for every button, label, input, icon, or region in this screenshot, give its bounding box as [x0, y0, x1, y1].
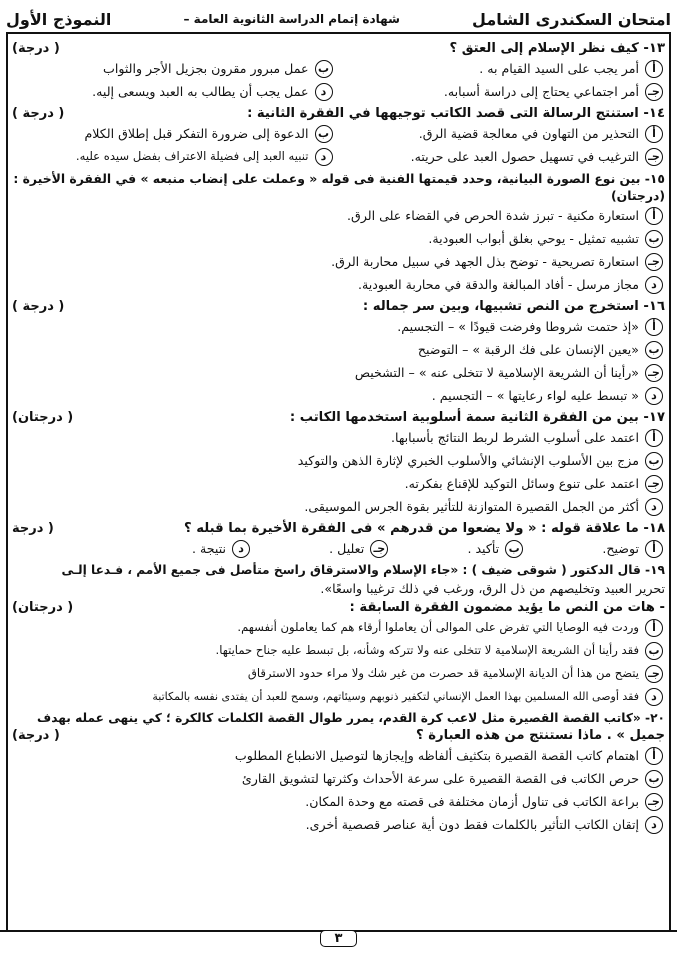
option-text: «رأينا أن الشريعة الإسلامية لا تتخلى عنه » – التشخيص [354, 365, 639, 380]
option-letter-c: جـ [645, 83, 663, 101]
question-13-marks: ( درجة) [12, 41, 60, 56]
option-letter-a: أ [645, 540, 663, 558]
option-letter-c: جـ [645, 475, 663, 493]
option-text: براعة الكاتب فى تناول أزمان مختلفة فى قصته مع وحدة المكان. [305, 794, 639, 809]
option-a[interactable] [12, 315, 663, 338]
question-20-continuation: جميل » . ماذا نستنتج من هذه العبارة ؟ [415, 728, 665, 743]
option-c[interactable] [12, 472, 663, 495]
option-letter-c: جـ [645, 253, 663, 271]
question-16-text: ١٦- استخرج من النص تشبيها، وبين سر جماله : [362, 299, 665, 314]
question-16-marks: ( درجة ) [12, 299, 65, 314]
question-17-text: ١٧- بين من الفقرة الثانية سمة أسلوبية استخدمها الكاتب : [289, 410, 665, 425]
question-14-marks: ( درجة ) [12, 106, 65, 121]
option-text: اعتمد على أسلوب الشرط لربط النتائج بأسبابها. [391, 430, 639, 445]
option-a[interactable] [12, 616, 663, 639]
option-text: تشبيه تمثيل - يوحي بغلق أبواب العبودية. [428, 231, 639, 246]
option-text: أمر يجب على السيد القيام به . [479, 61, 639, 76]
option-letter-c: جـ [645, 793, 663, 811]
option-letter-c: جـ [645, 148, 663, 166]
option-b[interactable] [12, 449, 663, 472]
option-letter-c: جـ [645, 364, 663, 382]
option-letter-d: د [645, 387, 663, 405]
question-20 [12, 710, 665, 836]
option-text: تعليل . [329, 541, 365, 556]
option-b[interactable] [12, 338, 663, 361]
option-text: فقد رأينا أن الشريعة الإسلامية لا تتخلى عنه ولا تتركه وشأنه، بل تبسط عليه جناح حمايتها. [215, 643, 639, 657]
option-letter-b: ب [645, 230, 663, 248]
option-text: عمل مبرور مقرون بجزيل الأجر والثواب [102, 61, 309, 76]
question-18-marks: ( درجة [12, 521, 54, 536]
option-a[interactable] [12, 204, 663, 227]
option-letter-b: ب [505, 540, 523, 558]
option-text: الترغيب في تسهيل حصول العبد على حريته. [410, 149, 639, 164]
option-letter-c: جـ [370, 540, 388, 558]
question-13 [12, 40, 665, 103]
option-c[interactable] [12, 361, 663, 384]
option-d[interactable] [12, 495, 663, 518]
option-letter-a: أ [645, 318, 663, 336]
question-19-continuation: تحرير العبيد وتخليصهم من ذل الرق، ورغب في ذلك ترغيبا واسعًا». [320, 581, 665, 596]
question-15 [12, 170, 665, 296]
option-letter-a: أ [645, 207, 663, 225]
option-a[interactable] [12, 744, 663, 767]
option-d[interactable] [12, 384, 663, 407]
option-c[interactable] [343, 145, 664, 168]
option-letter-b: ب [645, 452, 663, 470]
option-text: تنبيه العبد إلى فضيلة الاعتراف بفضل سيده عليه. [75, 149, 309, 163]
question-19-marks: ( درجتان) [12, 600, 74, 615]
option-text: إتقان الكاتب التأثير بالكلمات فقط دون أية عناصر قصصية أخرى. [305, 817, 639, 832]
option-a[interactable] [602, 537, 663, 560]
option-letter-b: ب [645, 770, 663, 788]
option-a[interactable] [343, 122, 664, 145]
exam-title: امتحان السكندرى الشامل [472, 9, 671, 29]
option-letter-d: د [645, 276, 663, 294]
option-text: اهتمام كاتب القصة القصيرة بتكثيف ألفاظه وإيجازها لتوصيل الانطباع المطلوب [234, 748, 639, 763]
option-text: حرص الكاتب فى القصة القصيرة على سرعة الأحداث وكثرتها لتشويق القارئ [241, 771, 639, 786]
option-letter-a: أ [645, 429, 663, 447]
option-letter-d: د [645, 688, 663, 706]
option-text: الدعوة إلى ضرورة التفكر قبل إطلاق الكلام [84, 126, 309, 141]
option-text: مزج بين الأسلوب الإنشائي والأسلوب الخبري لإثارة الذهن والتوكيد [297, 453, 639, 468]
option-letter-a: أ [645, 747, 663, 765]
option-text: اعتمد على تنوع وسائل التوكيد للإقناع بفكرته. [404, 476, 639, 491]
option-text: استعارة تصريحية - توضح بذل الجهد في سبيل محاربة الرق. [331, 254, 639, 269]
option-a[interactable] [12, 426, 663, 449]
question-15-text: ١٥- بين نوع الصورة البيانية، وحدد قيمتها الفنية فى قوله « وعملت على إنضاب منبعه » في الفقرة الأخيرة : (درجتان) [13, 171, 665, 203]
option-b[interactable] [12, 57, 333, 80]
option-letter-d: د [232, 540, 250, 558]
question-16 [12, 298, 665, 407]
question-17 [12, 409, 665, 518]
option-letter-d: د [645, 498, 663, 516]
option-c[interactable] [12, 790, 663, 813]
page-number: ٣ [320, 930, 358, 947]
option-text: «يعين الإنسان على فك الرقبة » – التوضيح [417, 342, 639, 357]
option-d[interactable] [12, 685, 663, 708]
question-20-text: ٢٠- «كاتب القصة القصيرة مثل لاعب كرة القدم، يمرر طوال القصة الكلمات كالكرة ؛ كي ينهى عمله بهدف [37, 711, 665, 725]
option-text: تأكيد . [467, 541, 500, 556]
option-text: يتضح من هذا أن الديانة الإسلامية قد حصرت من غير شك ولا مراء حدود الاسترقاق [247, 666, 639, 680]
option-text: مجاز مرسل - أفاد المبالغة والدقة في محاربة العبودية. [358, 277, 639, 292]
option-b[interactable] [12, 122, 333, 145]
option-text: استعارة مكنية - تبرز شدة الحرص في القضاء على الرق. [347, 208, 639, 223]
option-a[interactable] [343, 57, 664, 80]
option-letter-d: د [645, 816, 663, 834]
option-d[interactable] [12, 273, 663, 296]
question-14-text: ١٤- استنتج الرسالة التى قصد الكاتب توجيهها في الفقرة الثانية : [247, 106, 665, 121]
option-text: توضيح. [602, 541, 639, 556]
page-header [6, 6, 671, 34]
question-17-marks: ( درجتان) [12, 410, 74, 425]
option-text: أكثر من الجمل القصيرة المتوازنة للتأثير بقوة الجرس الموسيقى. [304, 499, 639, 514]
option-text: التحذير من التهاون في معالجة قضية الرق. [418, 126, 639, 141]
option-c[interactable] [343, 80, 664, 103]
option-c[interactable] [329, 537, 388, 560]
option-b[interactable] [12, 227, 663, 250]
option-letter-a: أ [645, 619, 663, 637]
question-14 [12, 105, 665, 168]
option-b[interactable] [467, 537, 523, 560]
option-c[interactable] [12, 250, 663, 273]
option-b[interactable] [12, 639, 663, 662]
page-footer [0, 930, 677, 954]
question-13-text: ١٣- كيف نظر الإسلام إلى العتق ؟ [449, 41, 665, 56]
option-letter-b: ب [315, 125, 333, 143]
option-text: « تبسط عليه لواء رعايتها » – التجسيم . [431, 388, 639, 403]
question-18 [12, 520, 665, 560]
question-19-sub: - هات من النص ما يؤيد مضمون الفقرة السابقة : [349, 600, 665, 615]
certificate-subtitle: شهادة إتمام الدراسة الثانوية العامة – [183, 12, 400, 26]
option-letter-d: د [315, 83, 333, 101]
option-text: نتيجة . [192, 541, 227, 556]
question-19 [12, 562, 665, 708]
option-text: فقد أوصى الله المسلمين بهذا العمل الإنساني لتكفير ذنوبهم وسيئاتهم، وسمح للعبد أن يفتدى نفسه بالمكاتبة [152, 690, 639, 703]
option-letter-b: ب [645, 642, 663, 660]
option-text: أمر اجتماعي يحتاج إلى دراسة أسبابه. [443, 84, 639, 99]
option-text: عمل يجب أن يطالب به العبد ويسعى إليه. [92, 84, 309, 99]
option-text: «إذ حتمت شروطا وفرضت قيودًا » – التجسيم. [397, 319, 639, 334]
option-letter-a: أ [645, 60, 663, 78]
question-19-text: ١٩- قال الدكتور ( شوقى ضيف ) : «جاء الإسلام والاسترقاق راسخ متأصل فى جميع الأمم ، فـدعا إلـى [61, 563, 665, 577]
option-d[interactable] [192, 537, 250, 560]
option-c[interactable] [12, 662, 663, 685]
question-18-text: ١٨- ما علاقة قوله : « ولا يضعوا من قدرهم » فى الفقرة الأخيرة بما قبله ؟ [184, 521, 665, 536]
question-20-marks: ( درجة) [12, 728, 60, 743]
model-label: النموذج الأول [6, 9, 112, 29]
option-text: وردت فيه الوصايا التي تفرض على الموالى أن يعاملوا أرقاء هم كما يعاملون أنفسهم. [237, 620, 639, 634]
option-d[interactable] [12, 813, 663, 836]
option-letter-c: جـ [645, 665, 663, 683]
option-b[interactable] [12, 767, 663, 790]
option-d[interactable] [12, 80, 333, 103]
option-letter-a: أ [645, 125, 663, 143]
option-letter-d: د [315, 148, 333, 166]
option-letter-b: ب [645, 341, 663, 359]
option-letter-b: ب [315, 60, 333, 78]
questions [12, 40, 665, 838]
option-d[interactable] [12, 145, 333, 168]
